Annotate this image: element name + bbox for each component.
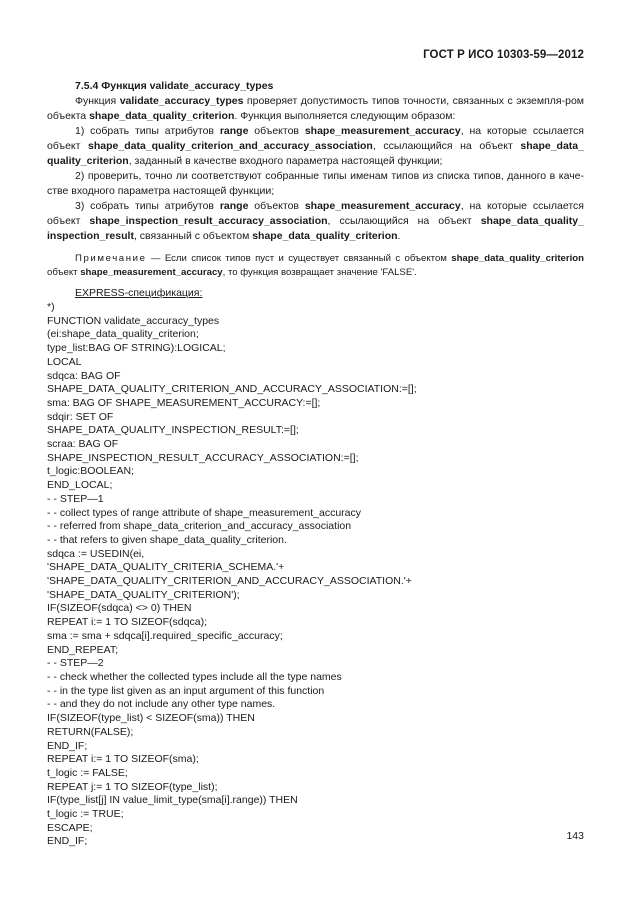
code-line: FUNCTION validate_accuracy_types (47, 314, 220, 327)
bold-term: shape_inspection_result_accuracy_association (89, 215, 328, 227)
text-run: 2) проверить, точно ли соответствуют собранные типы именам типов из списка типов, данного в каче-стве входного параметра настоящей функции; (47, 170, 584, 197)
text-run: , связанный с объектом (133, 230, 253, 242)
text-run: . (397, 230, 401, 242)
text-run: объектов (248, 125, 305, 137)
note-label: Примечание (75, 253, 147, 264)
text-run: объект (47, 266, 81, 278)
code-line: IF(SIZEOF(sdqca) <> 0) THEN (47, 602, 192, 615)
text-run: 3) собрать типы атрибутов (75, 200, 220, 212)
bold-term: shape_data_quality_criterion (89, 110, 235, 122)
bold-term: shape_data_quality_criterion_and_accuracy_association (88, 140, 373, 152)
code-line: - - STEP—2 (47, 657, 104, 670)
text-run: проверяет допустимость типов точности, связанных с экземпля-ром объекта (47, 95, 584, 122)
bold-term: range (219, 125, 249, 137)
step-item (47, 169, 584, 199)
code-line: - - referred from shape_data_criterion_and_accuracy_association (47, 520, 352, 533)
code-line: REPEAT j:= 1 TO SIZEOF(type_list); (47, 780, 218, 793)
bold-term: range (219, 200, 249, 212)
code-line: END_LOCAL; (47, 479, 113, 492)
code-line: IF(type_list[j] IN value_limit_type(sma[i].range)) THEN (47, 794, 298, 807)
step-item (47, 124, 584, 169)
code-line: (ei:shape_data_quality_criterion; (47, 328, 199, 341)
text-run: , то функция возвращает значение 'FALSE'. (222, 266, 417, 278)
bold-term: validate_accuracy_types (119, 95, 244, 107)
code-line: - - collect types of range attribute of shape_measurement_accuracy (47, 506, 361, 519)
code-line: - - in the type list given as an input argument of this function (47, 684, 325, 697)
code-line: sdqca: BAG OF (47, 369, 121, 382)
code-line: - - STEP—1 (47, 492, 104, 505)
code-line: - - and they do not include any other type names. (47, 698, 276, 711)
code-line: scraa: BAG OF (47, 438, 119, 451)
code-line: ESCAPE; (47, 821, 93, 834)
text-run: , ссылающийся на объект (372, 140, 521, 152)
step-list (47, 124, 584, 244)
text-run: , ссылающийся на объект (327, 215, 481, 227)
text-run: — Если список типов пуст и существует связанный с объектом (146, 253, 452, 264)
section-heading: 7.5.4 Функция validate_accuracy_types (75, 80, 274, 92)
code-line: type_list:BAG OF STRING):LOGICAL; (47, 342, 226, 355)
code-line: REPEAT i:= 1 TO SIZEOF(sdqca); (47, 616, 207, 629)
code-line: sdqca := USEDIN(ei, (47, 547, 145, 560)
note-paragraph (47, 252, 584, 279)
text-run: , на которые ссылается объект (47, 200, 584, 227)
step-item (47, 199, 584, 244)
code-line: 'SHAPE_DATA_QUALITY_CRITERION_AND_ACCURACY_ASSOCIATION.'+ (47, 575, 412, 588)
code-line: t_logic := TRUE; (47, 808, 124, 821)
code-line: SHAPE_DATA_QUALITY_INSPECTION_RESULT:=[]; (47, 424, 299, 437)
bold-term: shape_data_quality_ inspection_result (47, 215, 584, 242)
code-line: 'SHAPE_DATA_QUALITY_CRITERION'); (47, 588, 240, 601)
code-line: t_logic:BOOLEAN; (47, 465, 134, 478)
text-run: объектов (248, 200, 305, 212)
bold-term: shape_measurement_accuracy (304, 200, 461, 212)
code-line: LOCAL (47, 355, 82, 368)
code-line: - - that refers to given shape_data_quality_criterion. (47, 533, 287, 546)
code-line: SHAPE_DATA_QUALITY_CRITERION_AND_ACCURACY_ASSOCIATION:=[]; (47, 383, 417, 396)
code-line: REPEAT i:= 1 TO SIZEOF(sma); (47, 753, 199, 766)
code-line: RETURN(FALSE); (47, 725, 134, 738)
text-run: . Функция выполняется следующим образом: (234, 110, 456, 122)
bold-term: shape_measurement_accuracy (304, 125, 461, 137)
code-line: t_logic := FALSE; (47, 766, 128, 779)
code-line: SHAPE_INSPECTION_RESULT_ACCURACY_ASSOCIATION:=[]; (47, 451, 359, 464)
code-line: sdqir: SET OF (47, 410, 114, 423)
code-line: IF(SIZEOF(type_list) < SIZEOF(sma)) THEN (47, 712, 255, 725)
code-line: 'SHAPE_DATA_QUALITY_CRITERIA_SCHEMA.'+ (47, 561, 285, 574)
code-line: sma: BAG OF SHAPE_MEASUREMENT_ACCURACY:=[]; (47, 396, 321, 409)
express-spec-label: EXPRESS-спецификация: (75, 287, 203, 299)
text-run: , на которые ссылается объект (47, 125, 584, 152)
code-line: END_IF; (47, 739, 88, 752)
code-line: - - check whether the collected types include all the type names (47, 670, 342, 683)
intro-paragraph (47, 94, 584, 124)
bold-term: shape_data_quality_criterion (252, 230, 398, 242)
bold-term: shape_measurement_accuracy (80, 266, 223, 278)
page-content (47, 79, 584, 849)
text-run: , заданный в качестве входного параметра настоящей функции; (128, 155, 443, 167)
code-line: END_IF; (47, 835, 88, 848)
text-run: Функция (75, 95, 120, 107)
code-line: END_REPEAT; (47, 643, 118, 656)
code-line: sma := sma + sdqca[i].required_specific_accuracy; (47, 629, 283, 642)
bold-term: shape_data_quality_criterion (451, 253, 584, 264)
document-header: ГОСТ Р ИСО 10303-59—2012 (423, 49, 584, 61)
page-number: 143 (566, 830, 584, 842)
express-code-block (47, 301, 584, 849)
code-line: *) (47, 301, 55, 313)
text-run: 1) собрать типы атрибутов (75, 125, 220, 137)
bold-term: shape_data_ quality_criterion (47, 140, 584, 167)
